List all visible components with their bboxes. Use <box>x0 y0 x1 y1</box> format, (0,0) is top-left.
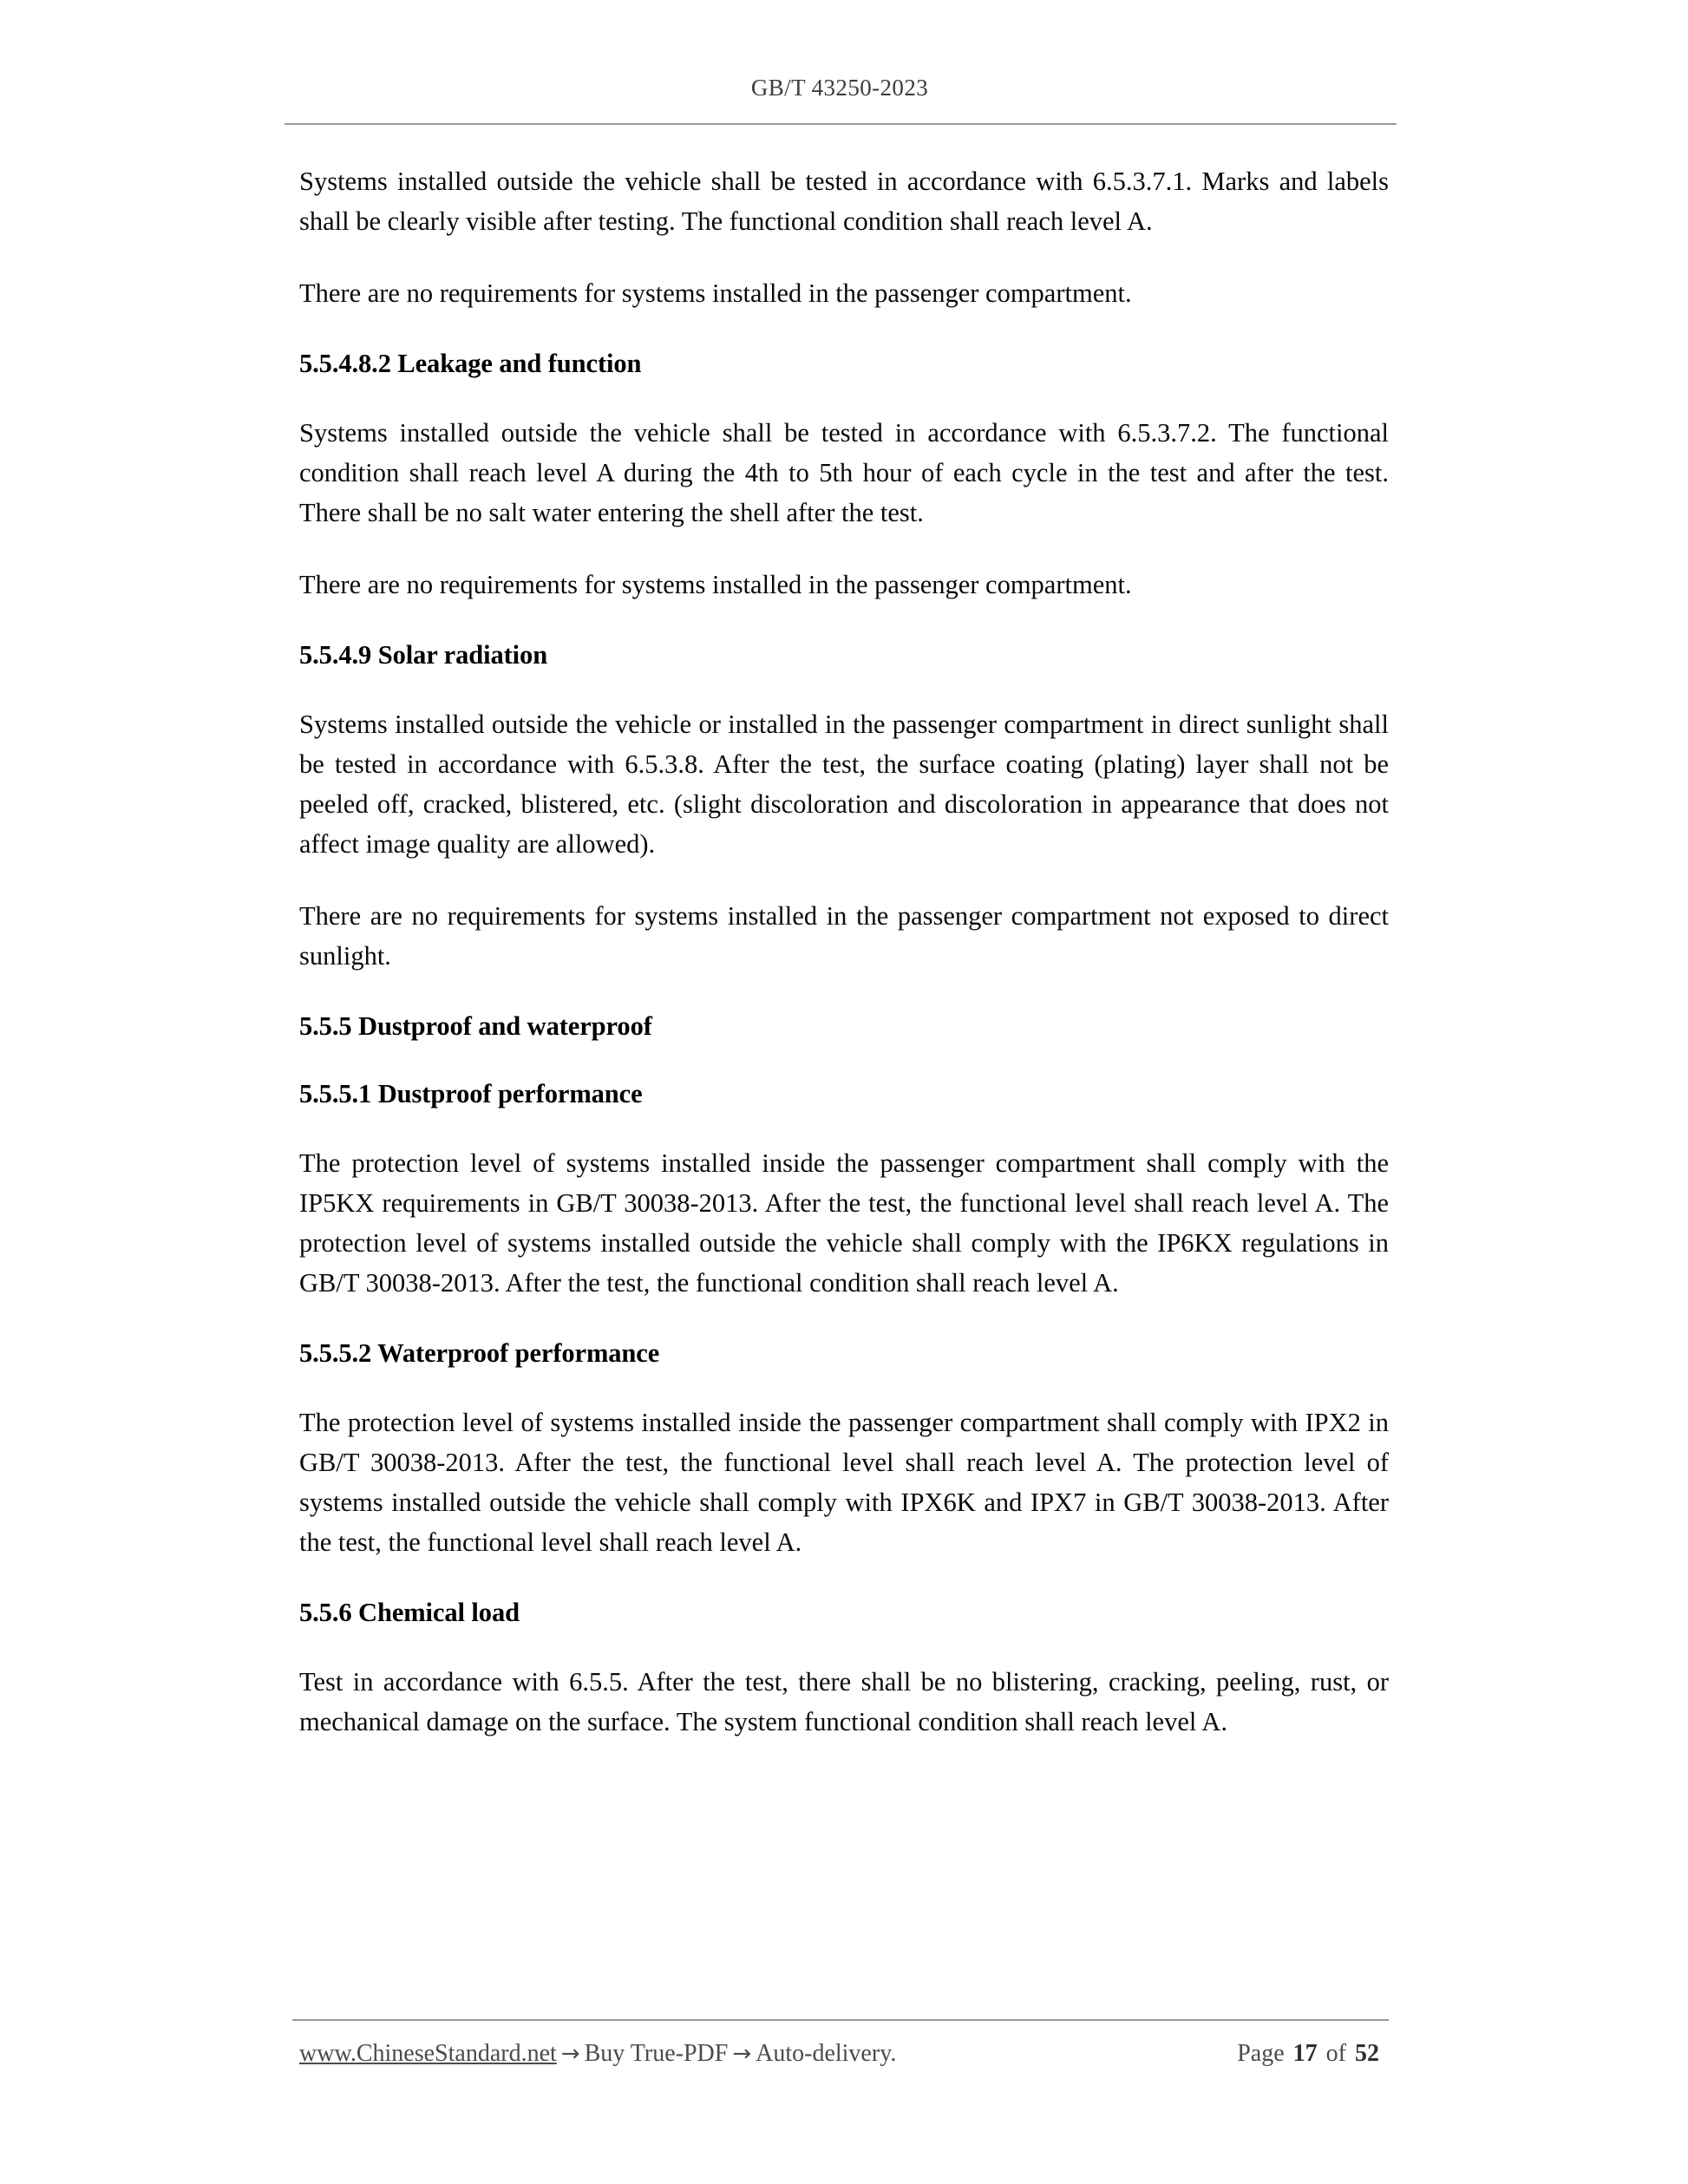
section-heading: 5.5.4.8.2 Leakage and function <box>299 349 642 378</box>
page-header <box>285 75 1395 101</box>
footer-promo <box>299 2040 896 2068</box>
body-paragraph: There are no requirements for systems installed in the passenger compartment. <box>299 278 1132 308</box>
header-divider <box>285 123 1397 125</box>
page-label: Page <box>1237 2040 1285 2067</box>
footer-divider <box>292 2019 1389 2021</box>
body-paragraph: Test in accordance with 6.5.5. After the test, there shall be no blistering, cracking, peeling, rust, or mechanical damage on the surface. The system functional condition shall reach level A. <box>299 1667 1389 1736</box>
body-paragraph: There are no requirements for systems installed in the passenger compartment. <box>299 570 1132 599</box>
footer-promo-auto-delivery: Auto-delivery. <box>756 2040 897 2067</box>
chinesestandard-link[interactable]: www.ChineseStandard.net <box>299 2040 557 2067</box>
body-paragraph: The protection level of systems installed inside the passenger compartment shall comply with the IP5KX requirements in GB/T 30038-2013. After the test, the functional level shall reach level A. The protection level of systems installed outside the vehicle shall comply with the IP6KX regulations in GB/T 30038-2013. After the test, the functional condition shall reach level A. <box>299 1148 1389 1298</box>
body-paragraph: Systems installed outside the vehicle shall be tested in accordance with 6.5.3.7.2. The functional condition shall reach level A during the 4th to 5th hour of each cycle in the test and after the test. There shall be no salt water entering the shell after the test. <box>299 418 1389 527</box>
arrow-right-icon-1: → <box>560 2041 580 2067</box>
section-heading: 5.5.6 Chemical load <box>299 1598 520 1627</box>
of-label: of <box>1325 2040 1346 2067</box>
section-heading: 5.5.5 Dustproof and waterproof <box>299 1011 652 1041</box>
arrow-right-icon-2: → <box>732 2041 752 2067</box>
page-number: 17 <box>1292 2040 1318 2067</box>
page-indicator <box>1237 2040 1389 2068</box>
section-heading: 5.5.5.1 Dustproof performance <box>299 1079 643 1108</box>
section-heading: 5.5.4.9 Solar radiation <box>299 640 548 670</box>
total-pages: 52 <box>1355 2040 1379 2067</box>
standard-code-header: GB/T 43250-2023 <box>750 75 929 101</box>
body-paragraph: The protection level of systems installed inside the passenger compartment shall comply with IPX2 in GB/T 30038-2013. After the test, the functional level shall reach level A. The protection level of systems installed outside the vehicle shall comply with IPX6K and IPX7 in GB/T 30038-2013. After the test, the functional level shall reach level A. <box>299 1408 1389 1557</box>
body-paragraph: Systems installed outside the vehicle or installed in the passenger compartment in direct sunlight shall be tested in accordance with 6.5.3.8. After the test, the surface coating (plating) layer shall not be peeled off, cracked, blistered, etc. (slight discoloration and discoloration in appearance that does not affect image quality are allowed). <box>299 709 1389 859</box>
footer-promo-buy-true-pdf: Buy True-PDF <box>584 2040 729 2067</box>
page-footer <box>299 2040 1389 2080</box>
body-paragraph: There are no requirements for systems installed in the passenger compartment not exposed to direct sunlight. <box>299 901 1389 971</box>
document-body <box>299 161 1389 1774</box>
body-paragraph: Systems installed outside the vehicle shall be tested in accordance with 6.5.3.7.1. Marks and labels shall be clearly visible after testing. The functional condition shall reach level A. <box>299 167 1389 236</box>
section-heading: 5.5.5.2 Waterproof performance <box>299 1338 660 1368</box>
